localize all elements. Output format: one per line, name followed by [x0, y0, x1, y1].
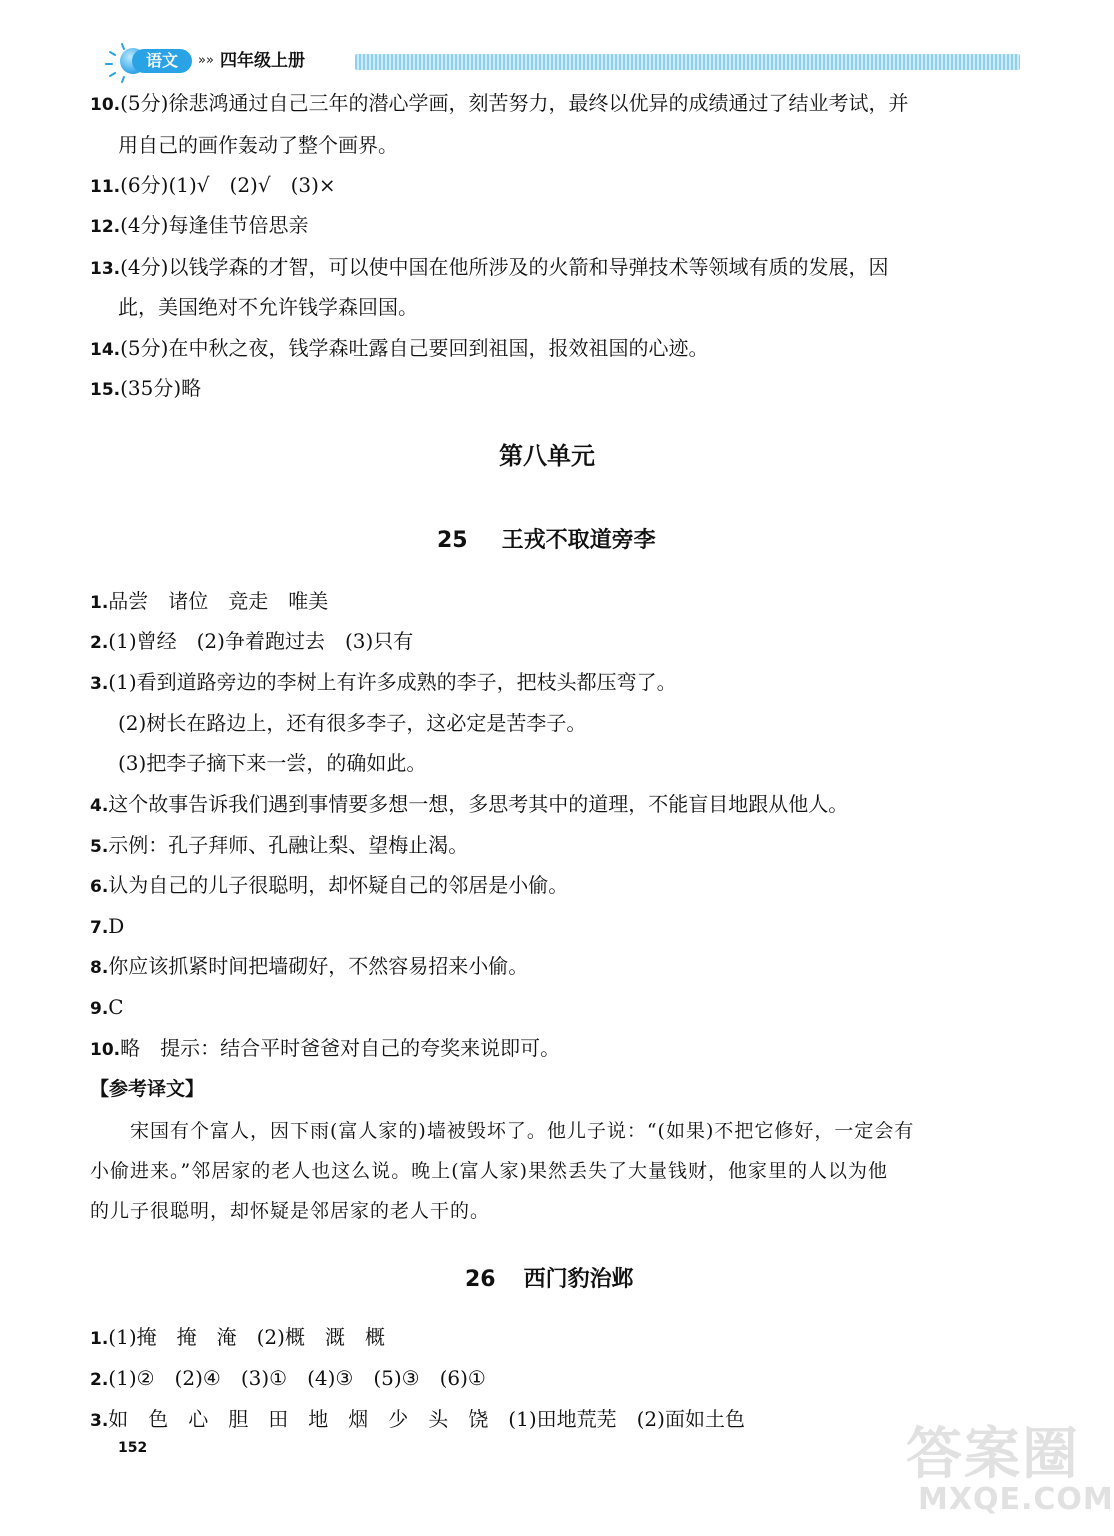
lesson-number: 26 [465, 1267, 496, 1292]
answer-line: 5.示例：孔子拜师、孔融让梨、望梅止渴。 [90, 833, 469, 857]
answer-line: 1.品尝 诸位 竞走 唯美 [90, 589, 329, 613]
answer-line: 13.(4分)以钱学森的才智，可以使中国在他所涉及的火箭和导弹技术等领域有质的发展，因 [90, 255, 889, 279]
answer-line: 4.这个故事告诉我们遇到事情要多想一想，多思考其中的道理，不能盲目地跟从他人。 [90, 792, 849, 816]
answer-line: 15.(35分)略 [90, 376, 202, 400]
answer-line: (2)树长在路边上，还有很多李子，这必定是苦李子。 [118, 711, 587, 735]
answer-line: 2.(1)曾经 (2)争着跑过去 (3)只有 [90, 629, 414, 653]
answer-line: 3.如 色 心 胆 田 地 烟 少 头 饶 (1)田地荒芜 (2)面如土色 [90, 1407, 745, 1431]
chevron-separator: »» [198, 53, 214, 68]
translation-line: 的儿子很聪明，却怀疑是邻居家的老人干的。 [90, 1200, 491, 1222]
watermark-text-bottom: MXQE.COM [918, 1482, 1114, 1517]
answer-line: 1.(1)掩 掩 淹 (2)概 溉 概 [90, 1325, 385, 1349]
translation-line: 小偷进来。”邻居家的老人也这么说。晚上(富人家)果然丢失了大量钱财，他家里的人以为他 [90, 1160, 889, 1182]
answer-line: 6.认为自己的儿子很聪明，却怀疑自己的邻居是小偷。 [90, 873, 569, 897]
subject-badge: 语文 [132, 49, 192, 73]
reference-translation-title: 【参考译文】 [90, 1078, 205, 1100]
page-header [90, 40, 1030, 80]
answer-line: 12.(4分)每逢佳节倍思亲 [90, 213, 309, 237]
answer-line: 2.(1)② (2)④ (3)① (4)③ (5)③ (6)① [90, 1366, 486, 1390]
lesson-title [437, 523, 656, 554]
page-number: 152 [118, 1440, 148, 1456]
answer-line: 用自己的画作轰动了整个画界。 [118, 133, 398, 157]
answer-line: 7.D [90, 914, 125, 938]
watermark-logo [906, 1410, 1114, 1530]
answer-line: 9.C [90, 995, 124, 1019]
lesson-name: 王戎不取道旁李 [501, 528, 656, 553]
watermark-text-top: 答案圈 [906, 1422, 1080, 1487]
lesson-name: 西门豹治邺 [523, 1267, 634, 1292]
grade-label: 四年级上册 [220, 51, 305, 71]
header-band [355, 54, 1020, 70]
answer-line: 11.(6分)(1)√ (2)√ (3)× [90, 173, 336, 197]
answer-line: (3)把李子摘下来一尝，的确如此。 [118, 751, 427, 775]
unit-title: 第八单元 [499, 442, 595, 470]
lesson-number: 25 [437, 528, 468, 553]
answer-line: 3.(1)看到道路旁边的李树上有许多成熟的李子，把枝头都压弯了。 [90, 670, 677, 694]
answer-line: 10.略 提示：结合平时爸爸对自己的夸奖来说即可。 [90, 1036, 561, 1060]
answer-line: 8.你应该抓紧时间把墙砌好，不然容易招来小偷。 [90, 954, 529, 978]
translation-line: 宋国有个富人，因下雨(富人家的)墙被毁坏了。他儿子说：“(如果)不把它修好，一定会有 [90, 1120, 915, 1142]
answer-line: 10.(5分)徐悲鸿通过自己三年的潜心学画，刻苦努力，最终以优异的成绩通过了结业考试，并 [90, 91, 909, 115]
answer-line: 此，美国绝对不允许钱学森回国。 [118, 295, 418, 319]
lesson-title [465, 1262, 634, 1293]
answer-line: 14.(5分)在中秋之夜，钱学森吐露自己要回到祖国，报效祖国的心迹。 [90, 336, 709, 360]
